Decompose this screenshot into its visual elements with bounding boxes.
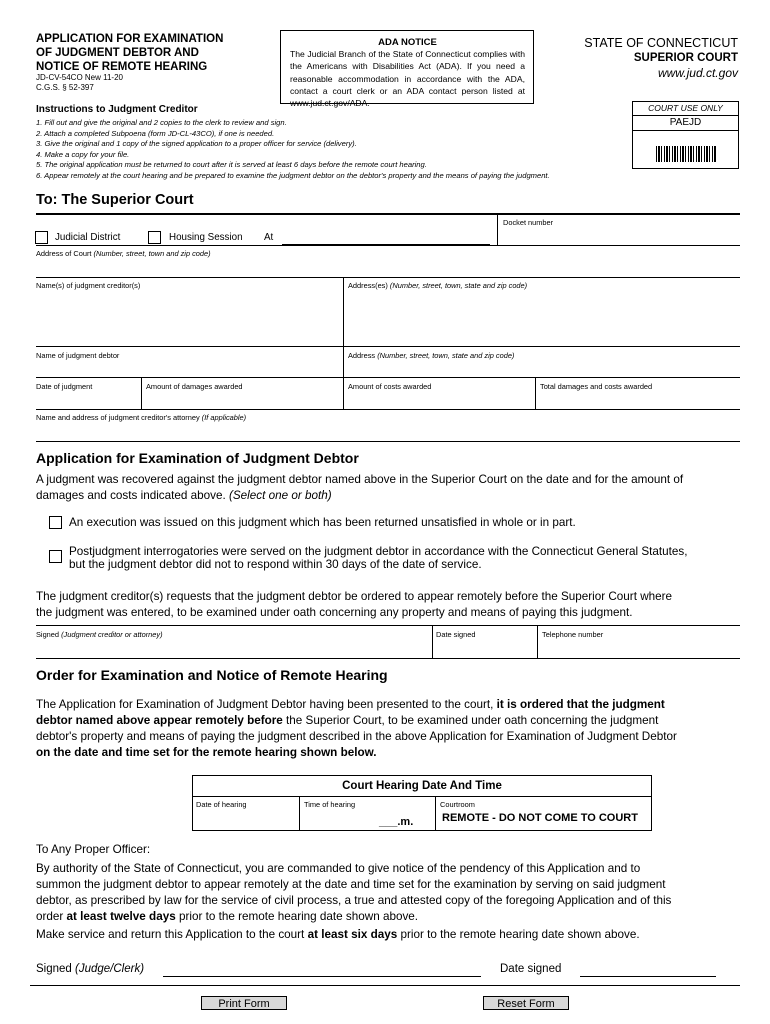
docket-number-label: Docket number — [503, 218, 554, 227]
order-text: The Application for Examination of Judgment Debtor having been presented to the court, it is ordered that the judgment debtor named above appear remotely before the Superior Court, to be examined under oath concerning the judgment debtor's property and means of paying the judgment described in the above Application for Examination of Judgment Debtor on the date and time set for the remote hearing shown below. — [36, 698, 677, 759]
housing-session-checkbox[interactable] — [148, 231, 161, 244]
form-title: APPLICATION FOR EXAMINATION OF JUDGMENT DEBTOR AND NOTICE OF REMOTE HEARING — [36, 33, 224, 73]
courtroom-value: REMOTE - DO NOT COME TO COURT — [442, 812, 638, 824]
judicial-district-label: Judicial District — [55, 232, 121, 243]
at-label: At — [264, 232, 274, 243]
telephone-label: Telephone number — [542, 630, 604, 639]
judge-signature-field[interactable] — [163, 976, 481, 977]
application-signed-label: Signed (Judgment creditor or attorney) — [36, 630, 163, 639]
court-code: PAEJD — [633, 116, 738, 131]
print-form-button[interactable]: Print Form — [201, 996, 287, 1010]
instructions-heading: Instructions to Judgment Creditor — [36, 104, 198, 115]
interrogatories-checkbox[interactable] — [49, 550, 62, 563]
debtor-label: Name of judgment debtor — [36, 351, 120, 360]
court-use-only-box: COURT USE ONLY PAEJD — [632, 101, 739, 169]
application-date-signed-label: Date signed — [436, 630, 476, 639]
costs-label: Amount of costs awarded — [348, 382, 432, 391]
judge-date-signed-label: Date signed — [500, 963, 562, 975]
creditors-label: Name(s) of judgment creditor(s) — [36, 281, 141, 290]
courtroom-label: Courtroom — [440, 800, 475, 809]
total-label: Total damages and costs awarded — [540, 382, 653, 391]
order-heading: Order for Examination and Notice of Remote Hearing — [36, 667, 388, 683]
address-of-court-label: Address of Court (Number, street, town and zip code) — [36, 249, 211, 258]
court-hearing-title: Court Hearing Date And Time — [193, 776, 651, 797]
debtor-address-label: Address (Number, street, town, state and zip code) — [348, 351, 515, 360]
form-number: JD-CV-54CO New 11-20 C.G.S. § 52-397 — [36, 73, 123, 92]
housing-session-label: Housing Session — [169, 232, 243, 243]
ada-notice — [280, 30, 534, 109]
reset-form-button[interactable]: Reset Form — [483, 996, 569, 1010]
court-heading: STATE OF CONNECTICUT SUPERIOR COURT www.jud.ct.gov — [584, 36, 738, 80]
execution-option: An execution was issued on this judgment which has been returned unsatisfied in whole or in part. — [69, 516, 576, 529]
judge-signed-label: Signed (Judge/Clerk) — [36, 963, 145, 975]
date-of-hearing-label: Date of hearing — [196, 800, 247, 809]
application-intro: A judgment was recovered against the judgment debtor named above in the Superior Court on the date and for the amount of damages and costs indicated above. (Select one or both) — [36, 473, 684, 502]
to-heading: To: The Superior Court — [36, 192, 194, 208]
application-heading: Application for Examination of Judgment Debtor — [36, 450, 359, 466]
officer-heading: To Any Proper Officer: — [36, 843, 151, 856]
damages-label: Amount of damages awarded — [146, 382, 243, 391]
time-suffix: ___.m. — [379, 816, 414, 828]
court-hearing-box — [192, 775, 652, 831]
attorney-label: Name and address of judgment creditor's attorney (If applicable) — [36, 413, 247, 422]
date-of-judgment-label: Date of judgment — [36, 382, 93, 391]
judicial-district-checkbox[interactable] — [35, 231, 48, 244]
execution-checkbox[interactable] — [49, 516, 62, 529]
service-instruction: Make service and return this Application to the court at least six days prior to the remote hearing date shown above. — [36, 928, 640, 941]
instructions-list: 1. Fill out and give the original and 2 copies to the clerk to review and sign. 2. Attach a completed Subpoena (form JD-CL-43CO), if one is needed. 3. Give the original and 1 copy of the signed application to a proper officer for service (delivery). 4. Make a copy for your file. 5. The original application must be returned to court after it is served at least 6 days before the remote court hearing. 6. Appear remotely at the court hearing and be prepared to examine the judgment debtor on the debtor's property and the means of paying the judgment. — [36, 118, 550, 180]
application-request: The judgment creditor(s) requests that the judgment debtor be ordered to appear remotely before the Superior Court where the judgment was entered, to be examined under oath concerning any property and means of paying this judgment. — [36, 590, 673, 619]
addresses-label: Address(es) (Number, street, town, state and zip code) — [348, 281, 528, 290]
interrogatories-option: Postjudgment interrogatories were served on the judgment debtor in accordance with the Connecticut General Statutes, but the judgment debtor did not to respond within 30 days of the date of service. — [69, 545, 688, 571]
time-of-hearing-label: Time of hearing — [304, 800, 356, 809]
judge-date-field[interactable] — [580, 976, 716, 977]
officer-command: By authority of the State of Connecticut, you are commanded to give notice of the pendency of this Application and to summon the judgment debtor to appear remotely at the date and time set for the examination by serving on said judgment debtor, as prescribed by law for the service of civil process, a true and attested copy of the foregoing Application and of this order at least twelve days prior to the remote hearing date shown above. — [36, 862, 672, 923]
ada-title: ADA NOTICE — [378, 37, 437, 48]
ada-text: The Judicial Branch of the State of Connecticut complies with the Americans with Disabilities Act (ADA). If you need a reasonable accommodation in accordance with the ADA, contact a court clerk or an ADA contact person listed at www.jud.ct.gov/ADA. — [290, 49, 525, 109]
